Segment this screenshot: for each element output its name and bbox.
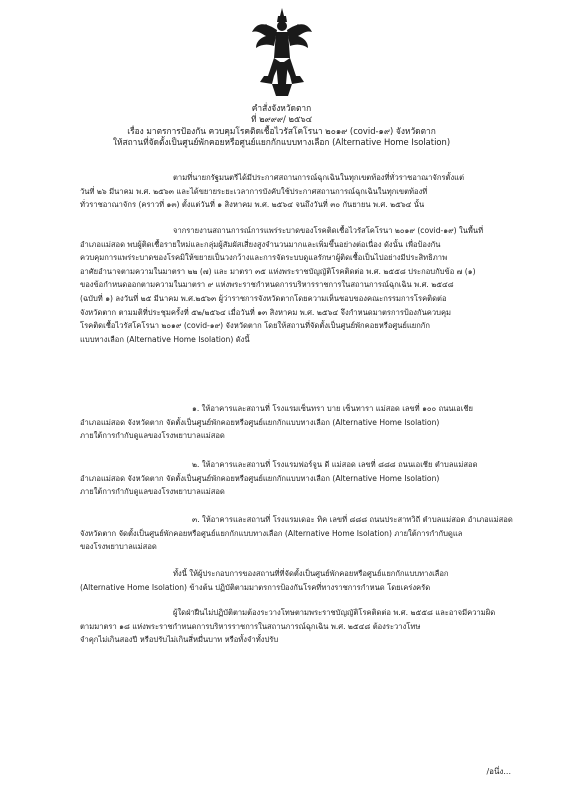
order-title: คำสั่งจังหวัดตาก [251, 103, 312, 113]
order-number: ที่ ๒๙๙๙/ ๒๕๖๔ [250, 114, 313, 124]
list-item-1 [80, 402, 490, 443]
text-line: จากรายงานสถานการณ์การแพร่ระบาดของโรคติดเชื้อไวรัสโคโรนา ๒๐๑๙ (covid-๑๙) ในพื้นที่ [173, 226, 484, 235]
text-line: จังหวัดตาก ตามมติที่ประชุมครั้งที่ ๕๒/๒๕๖๔ เมื่อวันที่ ๑๓ สิงหาคม พ.ศ. ๒๕๖๔ จึงกำหนดมาตรการป้องกันควบคุม [80, 307, 452, 317]
text-line: ทั่วราชอาณาจักร (คราวที่ ๑๓) ตั้งแต่วันที่ ๑ สิงหาคม พ.ศ. ๒๕๖๔ จนถึงวันที่ ๓๐ กันยายน พ.ศ. ๒๕๖๔ นั้น [80, 200, 425, 210]
text-line: ผู้ใดฝ่าฝืนไม่ปฏิบัติตามต้องระวางโทษตามพระราชบัญญัติโรคติดต่อ พ.ศ. ๒๕๕๘ และอาจมีความผิด [173, 608, 496, 617]
continuation-marker: /อนึ่ง... [486, 767, 511, 776]
text-line: ๒. ให้อาคารและสถานที่ โรงแรมฟอร์จูน ดี แม่สอด เลขที่ ๘๘๘ ถนนเอเชีย ตำบลแม่สอด [192, 460, 478, 469]
text-line: ควบคุมการแพร่ระบาดของโรคมิให้ขยายเป็นวงกว้างและการจัดระบบดูแลรักษาผู้ติดเชื้อเป็นไปอย่างมีประสิทธิภาพ [80, 253, 448, 263]
text-line: ตามที่นายกรัฐมนตรีได้มีประกาศสถานการณ์ฉุกเฉินในทุกเขตท้องที่ทั่วราชอาณาจักรตั้งแต่ [173, 173, 464, 182]
text-line: โรคติดเชื้อไวรัสโคโรนา ๒๐๑๙ (covid-๑๙) จังหวัดตาก โดยให้สถานที่จัดตั้งเป็นศูนย์พักคอยหรือศูนย์แยกกัก [80, 321, 430, 331]
text-line: จำคุกไม่เกินสองปี หรือปรับไม่เกินสี่หมื่นบาท หรือทั้งจำทั้งปรับ [80, 635, 279, 645]
text-line: อาศัยอำนาจตามความในมาตรา ๒๒ (๗) และ มาตรา ๓๕ แห่งพระราชบัญญัติโรคติดต่อ พ.ศ. ๒๕๕๘ ประกอบกับข้อ ๗ (๑) [80, 266, 476, 276]
list-item-3 [80, 513, 513, 554]
text-line: (ฉบับที่ ๑) ลงวันที่ ๒๕ มีนาคม พ.ศ.๒๕๖๓ ผู้ว่าราชการจังหวัดตากโดยความเห็นชอบของคณะกรรมการโรคติดต่อ [80, 293, 447, 303]
text-line: วันที่ ๒๖ มีนาคม พ.ศ. ๒๕๖๓ และได้ขยายระยะเวลาการบังคับใช้ประกาศสถานการณ์ฉุกเฉินในทุกเขตท้องที่ [80, 186, 428, 196]
list-item-2 [80, 458, 490, 499]
text-line: ๑. ให้อาคารและสถานที่ โรงแรมเซ็นทรา บาย เซ็นทารา แม่สอด เลขที่ ๑๐๐ ถนนเอเชีย [192, 404, 473, 413]
text-line: ๓. ให้อาคารและสถานที่ โรงแรมเดอะ ทิค เลขที่ ๘๘๘ ถนนประสาทวิถี ตำบลแม่สอด อำเภอแม่สอด [192, 515, 513, 524]
paragraph-4 [80, 606, 496, 647]
subject-line-2: ให้สถานที่จัดตั้งเป็นศูนย์พักคอยหรือศูนย์แยกกักแบบทางเลือก (Alternative Home Isolation) [112, 137, 451, 147]
text-line: ทั้งนี้ ให้ผู้ประกอบการของสถานที่ที่จัดตั้งเป็นศูนย์พักคอยหรือศูนย์แยกกักแบบทางเลือก [173, 569, 449, 578]
paragraph-3 [80, 567, 490, 594]
text-line: ภายใต้การกำกับดูแลของโรงพยาบาลแม่สอด [80, 487, 225, 497]
subject-line-1: เรื่อง มาตรการป้องกัน ควบคุมโรคติดเชื้อไวรัสโคโรนา ๒๐๑๙ (covid-๑๙) จังหวัดตาก [127, 126, 436, 136]
text-line: อำเภอแม่สอด พบผู้ติดเชื้อรายใหม่และกลุ่มผู้สัมผัสเสี่ยงสูงจำนวนมากและเพิ่มขึ้นอย่างต่อเนื่อง ดังนั้น เพื่อป้องกัน [80, 239, 441, 249]
text-line: ของโรงพยาบาลแม่สอด [80, 542, 157, 552]
text-line: อำเภอแม่สอด จังหวัดตาก จัดตั้งเป็นศูนย์พักคอยหรือศูนย์แยกกักแบบทางเลือก (Alternative Home Isolation) [80, 417, 440, 427]
text-line: ตามมาตรา ๑๘ แห่งพระราชกำหนดการบริหารราชการในสถานการณ์ฉุกเฉิน พ.ศ. ๒๕๔๘ ต้องระวางโทษ [80, 621, 421, 631]
text-line: ภายใต้การกำกับดูแลของโรงพยาบาลแม่สอด [80, 431, 225, 441]
paragraph-2 [80, 224, 490, 346]
text-line: ของข้อกำหนดออกตามความในมาตรา ๙ แห่งพระราชกำหนดการบริหารราชการในสถานการณ์ฉุกเฉิน พ.ศ. ๒๕๔๘ [80, 280, 454, 290]
text-line: (Alternative Home Isolation) ข้างต้น ปฏิบัติตามมาตรการป้องกันโรคที่ทางราชการกำหนด โดยเคร่งครัด [80, 582, 431, 592]
text-line: อำเภอแม่สอด จังหวัดตาก จัดตั้งเป็นศูนย์พักคอยหรือศูนย์แยกกักแบบทางเลือก (Alternative Home Isolation) [80, 473, 440, 483]
paragraph-1 [80, 171, 490, 212]
garuda-emblem-icon [250, 6, 314, 98]
text-line: แบบทางเลือก (Alternative Home Isolation) ดังนี้ [80, 334, 250, 344]
text-line: จังหวัดตาก จัดตั้งเป็นศูนย์พักคอยหรือศูนย์แยกกักแบบทางเลือก (Alternative Home Isolation) ภายใต้การกำกับดูแล [80, 528, 463, 538]
